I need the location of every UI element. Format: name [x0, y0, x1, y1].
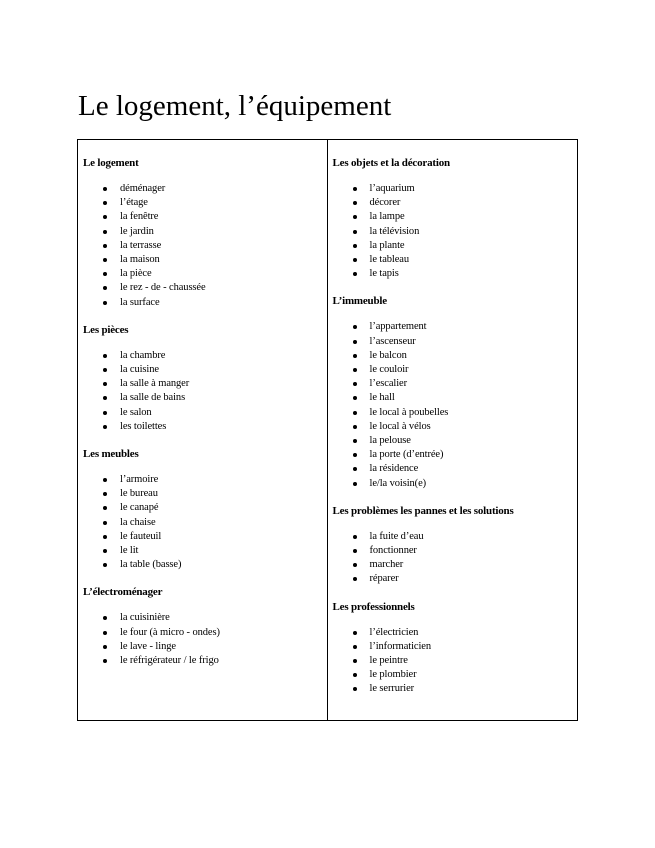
vocab-item: réparer [333, 572, 578, 586]
vocab-item: l’appartement [333, 320, 578, 334]
left-column [78, 140, 328, 720]
vocab-item: le tableau [333, 253, 578, 267]
vocab-list [333, 182, 578, 281]
vocab-item: la chambre [83, 349, 327, 363]
vocab-item: le fauteuil [83, 530, 327, 544]
section-heading-les-professionnels: Les professionnels [332, 600, 415, 613]
vocab-list [333, 530, 578, 587]
vocab-item: le bureau [83, 487, 327, 501]
vocab-item: le hall [333, 391, 578, 405]
vocab-item: les toilettes [83, 420, 327, 434]
vocab-item: marcher [333, 558, 578, 572]
vocab-item: l’escalier [333, 377, 578, 391]
vocab-item: fonctionner [333, 544, 578, 558]
vocab-item: la surface [83, 296, 327, 310]
section-heading-l-immeuble: L’immeuble [332, 295, 387, 308]
vocab-item: le jardin [83, 225, 327, 239]
vocab-item: le rez - de - chaussée [83, 281, 327, 295]
vocab-item: la lampe [333, 210, 578, 224]
vocab-item: le salon [83, 406, 327, 420]
vocab-item: le/la voisin(e) [333, 477, 578, 491]
vocab-item: l’aquarium [333, 182, 578, 196]
vocab-item: le lave - linge [83, 640, 327, 654]
vocab-item: le tapis [333, 267, 578, 281]
vocab-list [333, 626, 578, 697]
vocab-item: le réfrigérateur / le frigo [83, 654, 327, 668]
vocabulary-table [77, 139, 578, 721]
vocab-list [83, 182, 327, 310]
vocab-item: le couloir [333, 363, 578, 377]
vocab-item: l’informaticien [333, 640, 578, 654]
vocab-item: le balcon [333, 349, 578, 363]
vocab-item: la table (basse) [83, 558, 327, 572]
vocab-item: le plombier [333, 668, 578, 682]
section-heading-le-logement: Le logement [83, 157, 139, 169]
vocab-list [83, 473, 327, 572]
vocab-item: la maison [83, 253, 327, 267]
vocab-item: le peintre [333, 654, 578, 668]
vocab-list [333, 320, 578, 490]
right-column [328, 140, 578, 720]
vocab-item: l’ascenseur [333, 335, 578, 349]
vocab-item: la terrasse [83, 239, 327, 253]
vocab-item: la télévision [333, 225, 578, 239]
vocab-item: décorer [333, 196, 578, 210]
vocab-item: la salle de bains [83, 391, 327, 405]
vocab-item: le four (à micro - ondes) [83, 626, 327, 640]
vocab-item: le lit [83, 544, 327, 558]
vocab-item: la cuisine [83, 363, 327, 377]
section-heading-les-objets-et-la-decoration: Les objets et la décoration [332, 157, 450, 169]
vocab-item: la salle à manger [83, 377, 327, 391]
page-title: Le logement, l’équipement [78, 90, 392, 122]
vocab-item: l’armoire [83, 473, 327, 487]
vocab-item: la pelouse [333, 434, 578, 448]
vocab-item: le local à poubelles [333, 406, 578, 420]
vocab-item: la plante [333, 239, 578, 253]
vocab-item: le local à vélos [333, 420, 578, 434]
vocab-item: la pièce [83, 267, 327, 281]
vocab-item: la porte (d’entrée) [333, 448, 578, 462]
vocab-item: la fuite d’eau [333, 530, 578, 544]
vocab-list [83, 349, 327, 434]
section-heading-les-pieces: Les pièces [83, 323, 129, 336]
vocab-item: le serrurier [333, 682, 578, 696]
vocab-item: la cuisinière [83, 611, 327, 625]
vocab-item: déménager [83, 182, 327, 196]
vocab-item: la fenêtre [83, 210, 327, 224]
vocab-item: le canapé [83, 501, 327, 515]
vocab-item: l’électricien [333, 626, 578, 640]
section-heading-les-meubles: Les meubles [83, 448, 139, 461]
vocab-item: l’étage [83, 196, 327, 210]
vocab-item: la chaise [83, 516, 327, 530]
section-heading-les-problemes-les-pannes-et-les-solutions: Les problèmes les pannes et les solutions [332, 504, 514, 517]
vocab-list [83, 611, 327, 668]
vocab-item: la résidence [333, 462, 578, 476]
section-heading-l-electromenager: L’électroménager [83, 586, 163, 599]
